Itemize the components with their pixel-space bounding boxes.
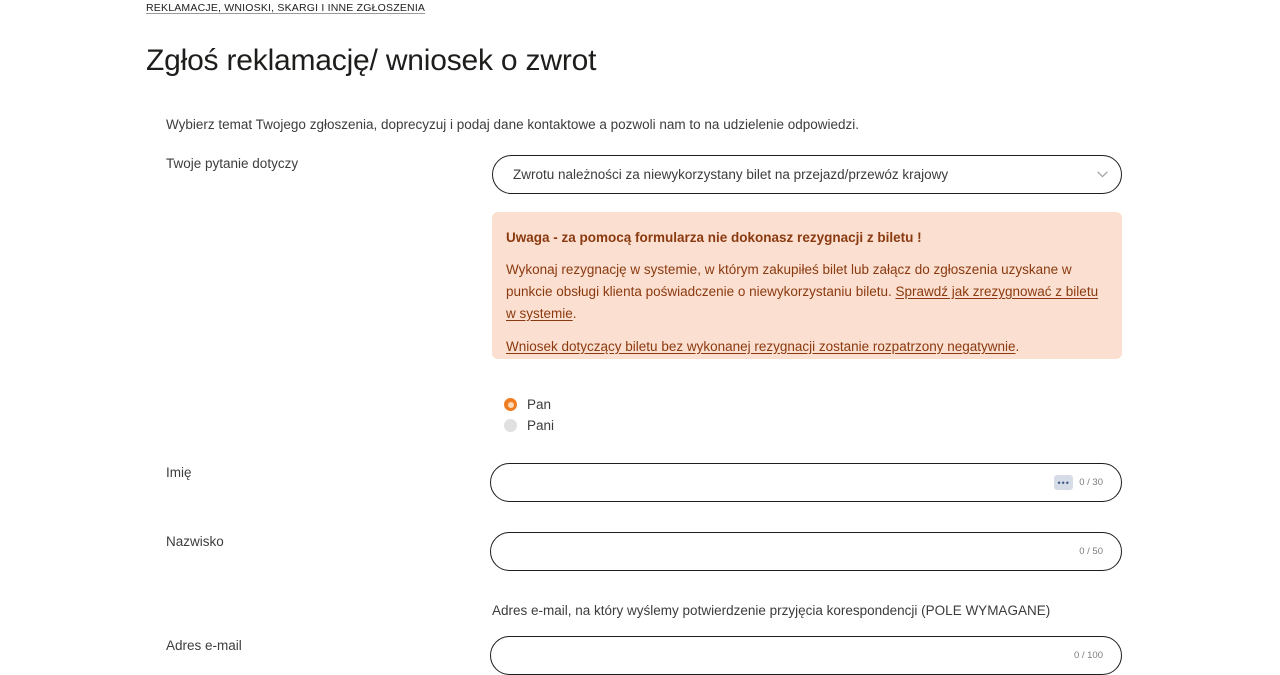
- notice-warning: [506, 339, 1100, 354]
- notice-body: [506, 259, 1100, 325]
- email-helper-text: Adres e-mail, na który wyślemy potwierdzenie przyjęcia korespondencji (POLE WYMAGANE): [492, 603, 1051, 618]
- more-dots-icon[interactable]: [1054, 475, 1073, 490]
- notice-warning-period: .: [1015, 338, 1020, 354]
- intro-text: Wybierz temat Twojego zgłoszenia, doprecyzuj i podaj dane kontaktowe a pozwoli nam to na udzielenie odpowiedzi.: [166, 117, 860, 132]
- breadcrumb[interactable]: REKLAMACJE, WNIOSKI, SKARGI I INNE ZGŁOSZENIA: [146, 2, 426, 14]
- radio-unselected-icon[interactable]: [504, 419, 517, 432]
- last-name-label: Nazwisko: [166, 534, 224, 549]
- salutation-option-pan-label: Pan: [527, 397, 552, 412]
- salutation-option-pani-label: Pani: [527, 418, 555, 433]
- topic-label: Twoje pytanie dotyczy: [166, 156, 299, 171]
- warning-notice: [492, 212, 1122, 359]
- first-name-field[interactable]: [490, 463, 1122, 502]
- more-dots-glyph: •••: [1057, 477, 1070, 488]
- first-name-input[interactable]: [491, 464, 1121, 501]
- first-name-counter: 0 / 30: [1079, 477, 1103, 488]
- email-input[interactable]: [491, 637, 1121, 674]
- last-name-counter: 0 / 50: [1079, 546, 1103, 557]
- last-name-field[interactable]: [490, 532, 1122, 571]
- notice-warning-text: Wniosek dotyczący biletu bez wykonanej rezygnacji zostanie rozpatrzony negatywnie: [506, 338, 1016, 354]
- notice-body-period: .: [572, 305, 577, 321]
- topic-select[interactable]: [492, 155, 1122, 194]
- page-title: Zgłoś reklamację/ wniosek o zwrot: [146, 44, 597, 78]
- last-name-input[interactable]: [491, 533, 1121, 570]
- radio-selected-icon[interactable]: [504, 398, 517, 411]
- email-field[interactable]: [490, 636, 1122, 675]
- salutation-radio-group: [504, 394, 554, 436]
- salutation-option-pan[interactable]: [504, 394, 554, 415]
- email-counter: 0 / 100: [1073, 650, 1103, 661]
- notice-body-text: Wykonaj rezygnację w systemie, w którym zakupiłeś bilet lub załącz do zgłoszenia uzyskane w punkcie obsługi klienta poświadczenie o niewykorzystaniu biletu.: [506, 262, 1072, 299]
- email-label: Adres e-mail: [166, 638, 242, 653]
- salutation-option-pani[interactable]: [504, 415, 554, 436]
- topic-select-value: Zwrotu należności za niewykorzystany bilet na przejazd/przewóz krajowy: [513, 167, 949, 182]
- notice-link[interactable]: Sprawdź jak zrezygnować z biletu w systemie: [506, 283, 1099, 321]
- chevron-down-icon[interactable]: [1089, 156, 1115, 193]
- notice-title: Uwaga - za pomocą formularza nie dokonasz rezygnacji z biletu !: [506, 230, 922, 245]
- first-name-label: Imię: [166, 465, 192, 480]
